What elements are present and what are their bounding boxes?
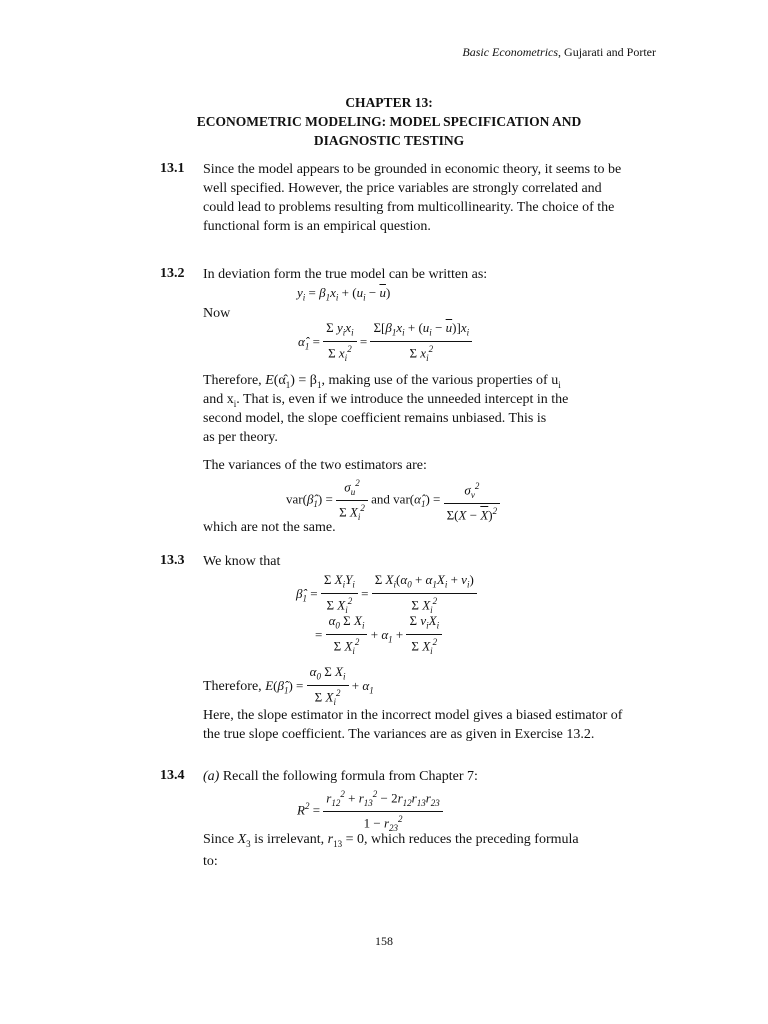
variance-equation: $var(\betâ_1)$ = $\frac{\sigma_u^2}{\Sigma X_i^2}$ and $var(\alphâ_1)$ = $\frac{\sigma_v^2}{\Sigma(X - \overline{X})^2}$ <box>286 476 500 525</box>
running-header <box>462 45 656 60</box>
therefore-word: Therefore, <box>203 373 262 388</box>
beta-hat-expansion: = $\frac{\alpha_0 \Sigma X_i}{\Sigma X_i^2}$ + $\alpha_1$ + $\frac{\Sigma v_iX_i}{\Sigma X_i^2}$ <box>315 613 442 659</box>
since-line: Since $X_3$ is irrelevant, $r_{13} = 0$, which reduces the preceding formula <box>203 832 579 849</box>
to-line: to: <box>203 854 218 869</box>
exercise-number: 13.1 <box>160 161 185 176</box>
therefore-continuation: and $x_i$. That is, even if we introduce the unneeded intercept in the <box>203 392 569 409</box>
and-word: and <box>371 491 390 507</box>
therefore-line3: second model, the slope coefficient remains unbiased. This is <box>203 411 547 426</box>
true-model-equation: $y_i = \beta_1x_i + (u_i - \overline{u})$ <box>297 285 391 303</box>
exercise-intro: (a) Recall the following formula from Chapter 7: <box>203 769 478 784</box>
therefore-text: , making use of the various properties of u <box>321 373 559 388</box>
exercise-answer: Since the model appears to be grounded in economic theory, it seems to be well specified. However, the price variables are strongly correlated and could lead to problems resulting from multicollinearity. The choice of the functional form is an empirical question. <box>203 162 622 234</box>
exercise-intro: We know that <box>203 554 281 569</box>
page-number: 158 <box>375 934 393 948</box>
now-label: Now <box>203 306 231 321</box>
expected-beta-hat: $E(\betâ_1)$ = $\frac{\alpha_0 \Sigma X_i}{\Sigma X_i^2}$ + $\alpha_1$ <box>265 664 374 707</box>
exercise-number: 13.2 <box>160 266 185 281</box>
part-label: (a) <box>203 769 220 784</box>
chapter-title-line2: DIAGNOSTIC TESTING <box>313 133 465 148</box>
r-squared-formula: $R^2$ = $\frac{r_{12}^2 + r_{13}^2 - 2r_{12}r_{13}r_{23}}{1 - r_{23}^2}$ <box>297 787 443 836</box>
therefore-line: Therefore, $E(\alphâ_1) = \beta_1$, making use of the various properties of $u_i$ <box>203 373 561 390</box>
chapter-title <box>150 93 628 150</box>
chapter-title-line1: ECONOMETRIC MODELING: MODEL SPECIFICATION AND <box>196 114 582 129</box>
exercise-number: 13.4 <box>160 768 185 783</box>
therefore-word: Therefore, <box>203 678 262 694</box>
therefore-line <box>203 664 374 710</box>
alpha-hat-equation: $\alphâ_1$ = $\frac{\Sigma y_ix_i}{\Sigma x_i^2}$ = $\frac{\Sigma[\beta_1x_i + (u_i - \overline{u})]x_i}{\Sigma x_i^2}$ <box>298 320 472 366</box>
expectation-expression: E <box>265 373 274 388</box>
exercise-number: 13.3 <box>160 553 185 568</box>
exercise-intro: In deviation form the true model can be written as: <box>203 267 488 282</box>
variances-intro: The variances of the two estimators are: <box>203 458 427 473</box>
beta-hat-equation: $\betâ_1$ = $\frac{\Sigma X_iY_i}{\Sigma X_i^2}$ = $\frac{\Sigma X_i(\alpha_0 + \alpha_1X_i + v_i)}{\Sigma X_i^2}$ <box>296 572 477 618</box>
exercise-conclusion: Here, the slope estimator in the incorrect model gives a biased estimator of the true slope coefficient. The variances are as given in Exercise 13.2. <box>203 708 623 742</box>
book-authors: , Gujarati and Porter <box>558 45 656 59</box>
variance-conclusion: which are not the same. <box>203 520 336 535</box>
therefore-line4: as per theory. <box>203 430 278 445</box>
book-title: Basic Econometrics <box>462 45 559 59</box>
chapter-number: CHAPTER 13: <box>345 95 433 110</box>
